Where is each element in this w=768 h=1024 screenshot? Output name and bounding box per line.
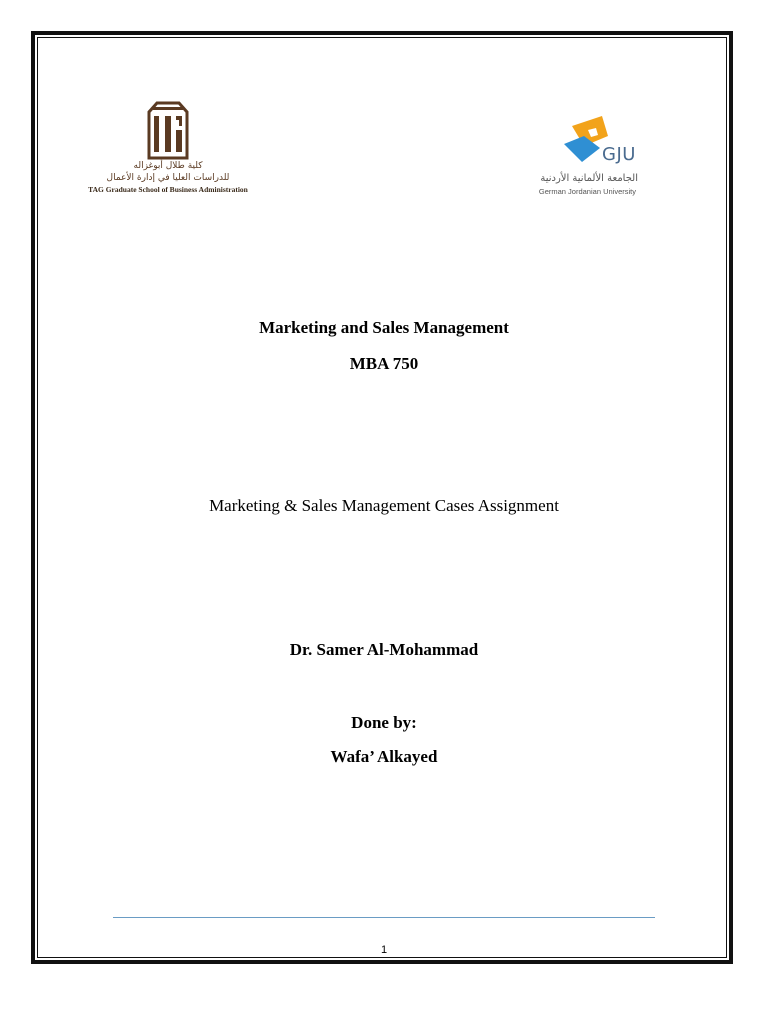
course-code: MBA 750 [349, 354, 419, 373]
instructor-name: Dr. Samer Al-Mohammad [289, 640, 479, 659]
assignment-title: Marketing & Sales Management Cases Assignment [209, 496, 559, 515]
done-by-label: Done by: [351, 713, 417, 732]
gju-wordmark: GJU [602, 144, 636, 165]
student-name: Wafa’ Alkayed [330, 747, 438, 766]
tag-english-line: TAG Graduate School of Business Administration [88, 185, 248, 194]
page-number: 1 [380, 944, 388, 956]
tag-arabic-line-2: للدراسات العليا في إدارة الأعمال [106, 173, 230, 183]
tag-monogram-icon [145, 98, 191, 160]
tag-logo [82, 98, 254, 208]
gju-english-name: German Jordanian University [538, 187, 636, 196]
gju-arabic-name: الجامعة الألمانية الأردنية [540, 173, 638, 184]
tag-arabic-line-1: كلية طلال أبوغزاله [133, 161, 203, 171]
footer-rule [113, 917, 655, 918]
course-title: Marketing and Sales Management [259, 318, 509, 337]
